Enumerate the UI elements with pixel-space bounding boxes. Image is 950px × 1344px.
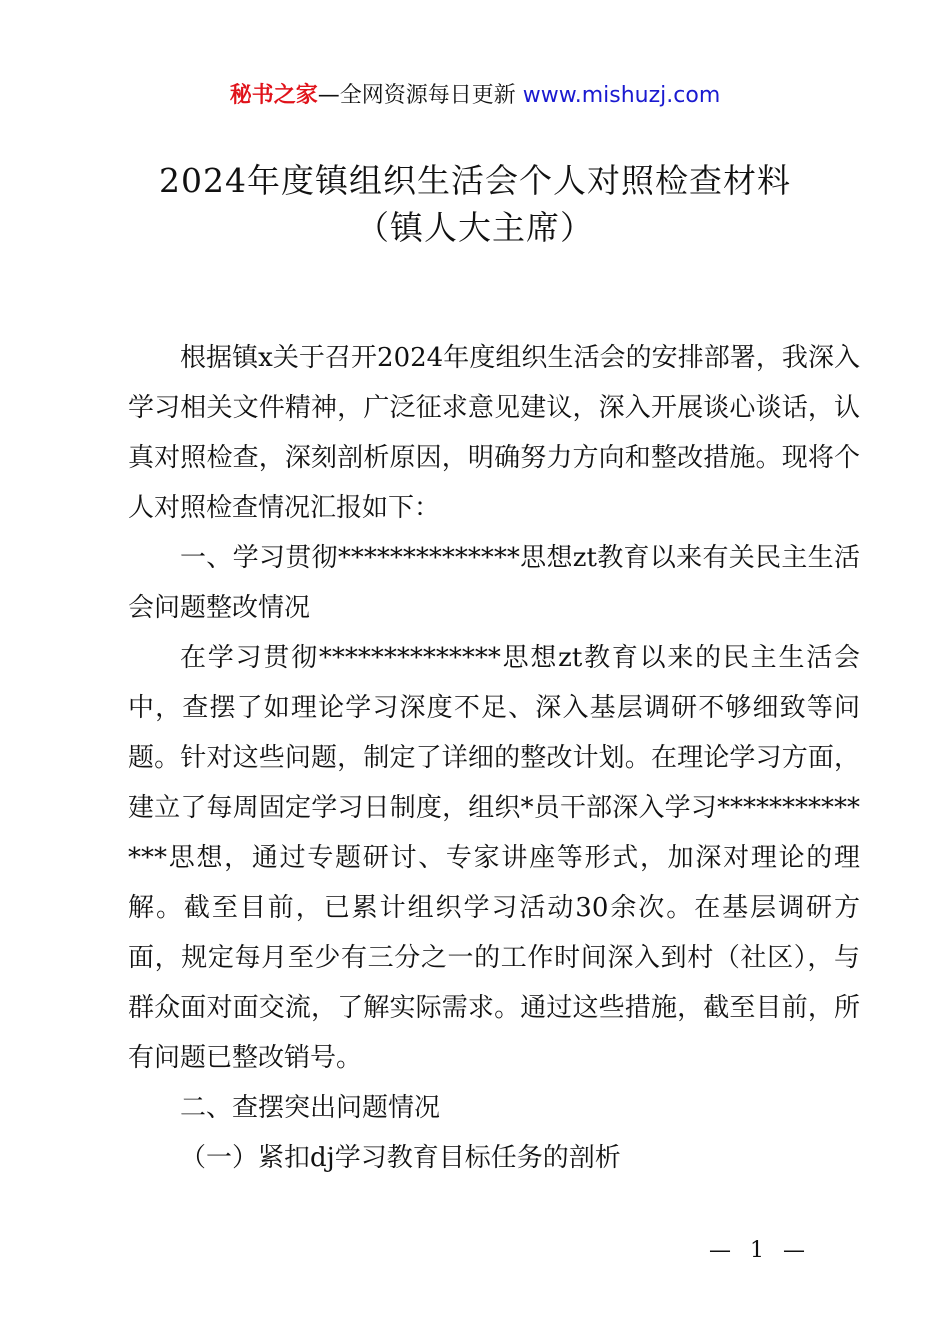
paragraph-intro: 根据镇x关于召开2024年度组织生活会的安排部署，我深入学习相关文件精神，广泛征求意见建议，深入开展谈心谈话，认真对照检查，深刻剖析原因，明确努力方向和整改措施。现将个人对照检查情况汇报如下： [128,343,860,523]
document-body [128,333,860,1183]
document-title: 2024年度镇组织生活会个人对照检查材料 [159,161,791,200]
paragraph-rectification: 在学习贯彻**************思想zt教育以来的民主生活会中，查摆了如理论学习深度不足、深入基层调研不够细致等问题。针对这些问题，制定了详细的整改计划。在理论学习方面，建立了每周固定学习日制度，组织*员干部深入学习**************思想，通过专题研讨、专家讲座等形式，加深对理论的理解。截至目前，已累计组织学习活动30余次。在基层调研方面，规定每月至少有三分之一的工作时间深入到村（社区），与群众面对面交流，了解实际需求。通过这些措施，截至目前，所有问题已整改销号。 [128,643,860,1073]
document-subtitle: （镇人大主席） [356,208,594,247]
header-url-link[interactable]: www.mishuzj.com [522,83,721,108]
section-heading-2: 二、查摆突出问题情况 [180,1093,441,1123]
page-number: — 1 — [709,1238,811,1263]
subsection-heading-1: （一）紧扣dj学习教育目标任务的剖析 [180,1143,621,1173]
site-header [0,80,950,112]
section-heading-1: 一、学习贯彻**************思想zt教育以来有关民主生活会问题整改情况 [128,543,860,623]
header-slogan: —全网资源每日更新 [317,83,516,108]
brand-name: 秘书之家 [229,83,318,108]
